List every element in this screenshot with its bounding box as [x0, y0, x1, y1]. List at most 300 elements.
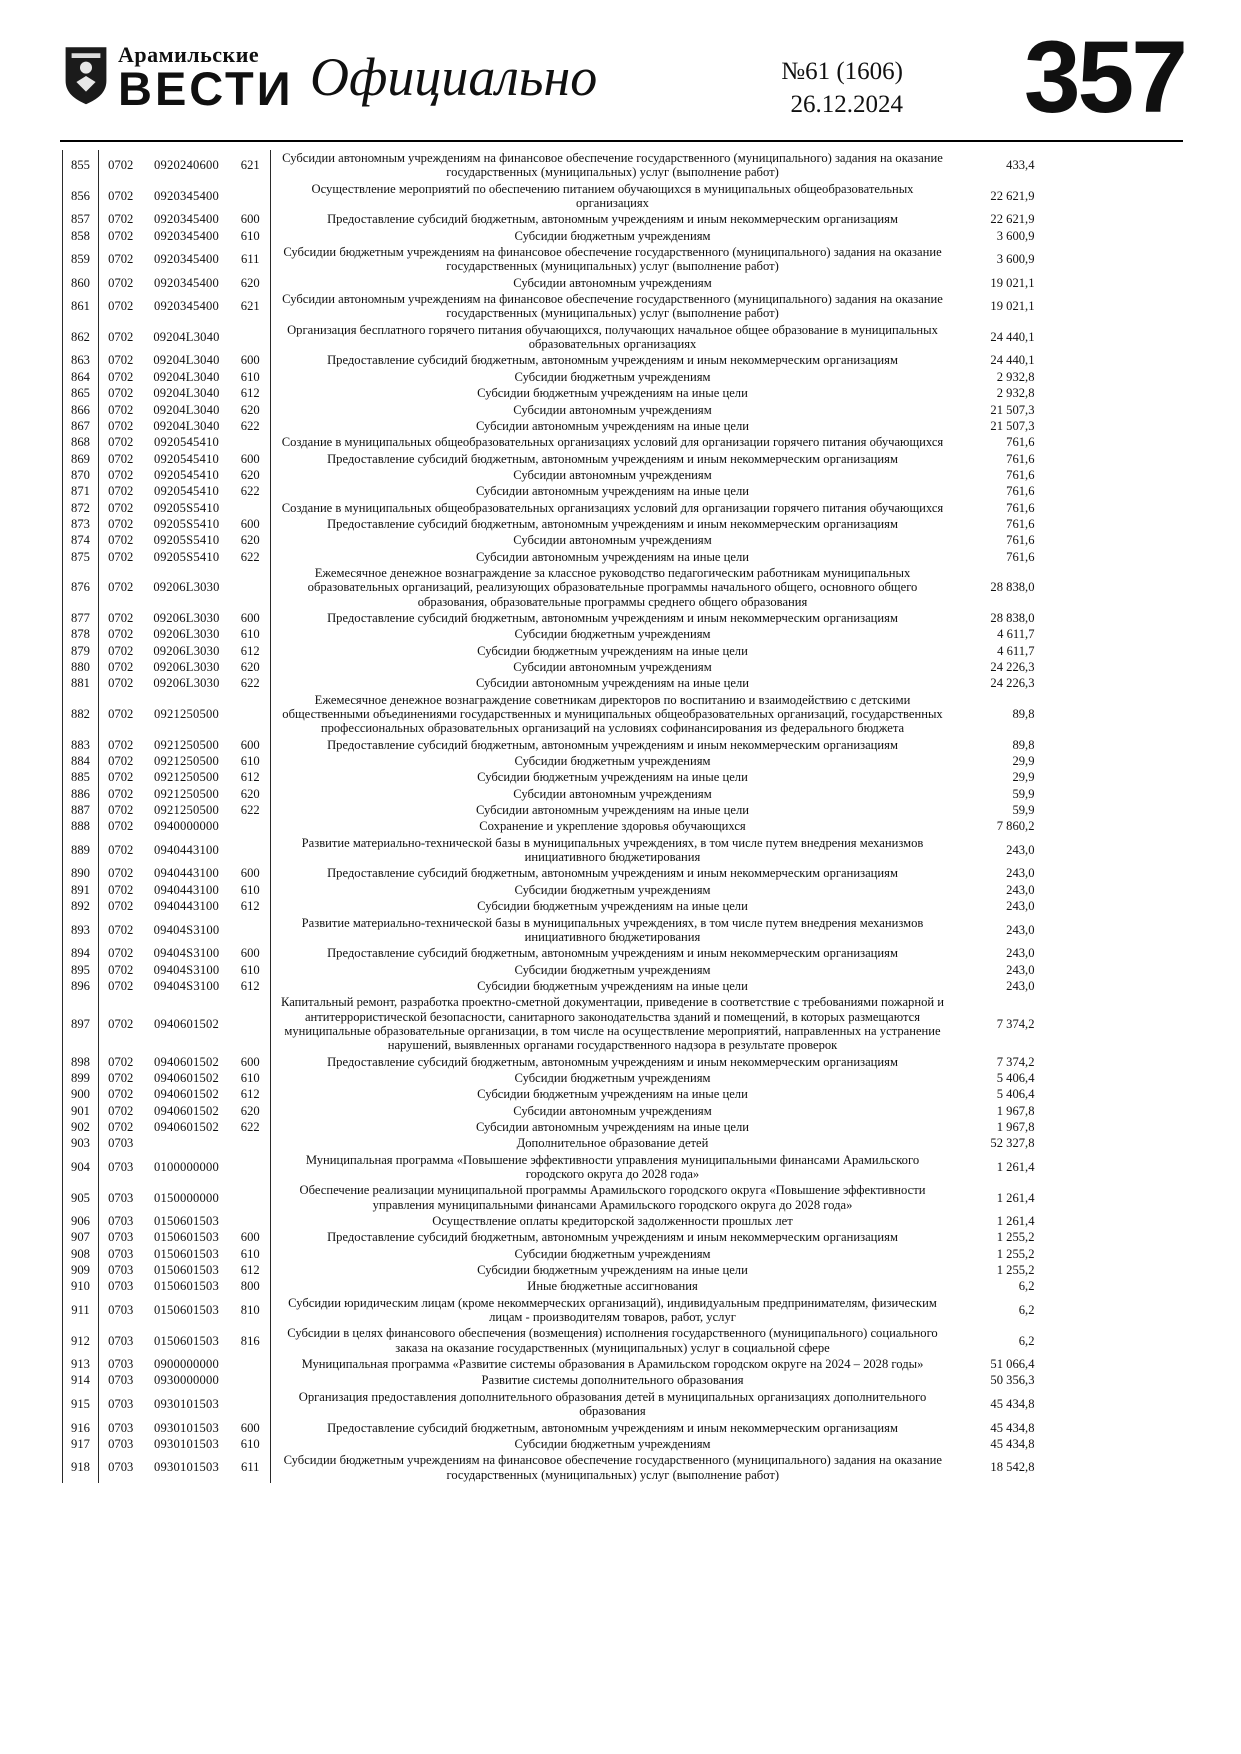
table-row	[63, 882, 1035, 898]
table-row	[63, 753, 1035, 769]
target-article-code: 0920545410	[154, 484, 219, 499]
expense-type-code: 611	[231, 1452, 271, 1483]
amount: 3 600,9	[996, 228, 1035, 243]
header-divider	[60, 140, 1183, 142]
expense-type-code: 622	[231, 802, 271, 818]
target-article-code: 09205S5410	[153, 549, 220, 564]
target-article-code: 09206L3030	[153, 627, 220, 642]
row-number: 888	[63, 818, 99, 834]
chapter-code: 0702	[108, 1119, 134, 1134]
target-article-code: 0921250500	[154, 754, 219, 769]
table-row	[63, 1278, 1035, 1294]
row-number: 860	[63, 275, 99, 291]
target-article-code: 09404S3100	[153, 978, 220, 993]
row-number: 868	[63, 434, 99, 450]
table-row	[63, 915, 1035, 946]
row-number: 885	[63, 769, 99, 785]
table-row	[63, 434, 1035, 450]
table-row	[63, 565, 1035, 610]
amount: 761,6	[1006, 435, 1035, 450]
issue-info	[781, 56, 903, 121]
expense-description: Субсидии бюджетным учреждениям на иные цели	[477, 978, 748, 993]
expense-type-code: 620	[231, 275, 271, 291]
target-article-code: 09204L3040	[153, 402, 220, 417]
amount: 5 406,4	[996, 1070, 1035, 1085]
expense-description: Предоставление субсидий бюджетным, автономным учреждениям и иным некоммерческим организациям	[327, 1054, 898, 1069]
issue-number: №61 (1606)	[781, 58, 903, 85]
table-row	[63, 1103, 1035, 1119]
row-number: 898	[63, 1054, 99, 1070]
target-article-code: 0930101503	[154, 1460, 219, 1475]
chapter-code: 0702	[108, 212, 134, 227]
expense-type-code: 610	[231, 882, 271, 898]
brand-text	[118, 42, 294, 115]
target-article-code: 0920345400	[154, 188, 219, 203]
table-row	[63, 898, 1035, 914]
target-article-code: 0900000000	[154, 1357, 219, 1372]
table-row	[63, 352, 1035, 368]
chapter-code: 0703	[108, 1302, 134, 1317]
expense-description: Предоставление субсидий бюджетным, автономным учреждениям и иным некоммерческим организациям	[327, 212, 898, 227]
chapter-code: 0702	[108, 467, 134, 482]
expense-type-code: 816	[231, 1325, 271, 1356]
row-number: 880	[63, 659, 99, 675]
row-number: 894	[63, 945, 99, 961]
expense-description: Субсидии автономным учреждениям на иные цели	[475, 676, 750, 691]
expense-description: Осуществление оплаты кредиторской задолженности прошлых лет	[432, 1214, 793, 1229]
target-article-code: 0940443100	[154, 882, 219, 897]
amount: 1 255,2	[996, 1246, 1035, 1261]
amount: 21 507,3	[990, 418, 1035, 433]
table-row	[63, 532, 1035, 548]
chapter-code: 0702	[108, 353, 134, 368]
table-row	[63, 610, 1035, 626]
expense-description: Субсидии автономным учреждениям на иные цели	[475, 484, 750, 499]
row-number: 905	[63, 1182, 99, 1213]
chapter-code: 0703	[108, 1333, 134, 1348]
table-row	[63, 769, 1035, 785]
chapter-code: 0703	[108, 1190, 134, 1205]
row-number: 870	[63, 467, 99, 483]
target-article-code: 09204L3040	[153, 369, 220, 384]
target-article-code: 0921250500	[154, 770, 219, 785]
expense-type-code: 610	[231, 228, 271, 244]
chapter-code: 0702	[108, 922, 134, 937]
expense-description: Развитие материально-технической базы в муниципальных учреждениях, в том числе путем внедрения механизмов инициативного бюджетирования	[301, 915, 924, 944]
expense-description: Субсидии бюджетным учреждениям	[514, 882, 711, 897]
chapter-code: 0702	[108, 786, 134, 801]
target-article-code: 0930101503	[154, 1436, 219, 1451]
brand-name-bottom: ВЕСТИ	[118, 62, 294, 115]
amount: 243,0	[1006, 946, 1035, 961]
expense-type-code	[231, 1356, 271, 1372]
table-row	[63, 786, 1035, 802]
target-article-code: 0150601503	[154, 1333, 219, 1348]
amount: 761,6	[1006, 451, 1035, 466]
table-row	[63, 643, 1035, 659]
expense-type-code: 620	[231, 1103, 271, 1119]
target-article-code: 0100000000	[154, 1159, 219, 1174]
amount: 761,6	[1006, 484, 1035, 499]
target-article-code: 09206L3030	[153, 610, 220, 625]
expense-description: Субсидии бюджетным учреждениям	[514, 962, 711, 977]
row-number: 887	[63, 802, 99, 818]
expense-type-code: 600	[231, 211, 271, 227]
table-row	[63, 1436, 1035, 1452]
chapter-code: 0702	[108, 435, 134, 450]
row-number: 917	[63, 1436, 99, 1452]
chapter-code: 0702	[108, 299, 134, 314]
expense-description: Организация бесплатного горячего питания обучающихся, получающих начальное общее образование в муниципальных образовательных организациях	[287, 322, 938, 352]
target-article-code: 09404S3100	[153, 922, 220, 937]
expense-description: Сохранение и укрепление здоровья обучающихся	[479, 819, 746, 834]
row-number: 875	[63, 549, 99, 565]
amount: 433,4	[1006, 158, 1035, 173]
expense-description: Субсидии автономным учреждениям	[513, 275, 712, 290]
table-row	[63, 228, 1035, 244]
table-row	[63, 1262, 1035, 1278]
table-row	[63, 418, 1035, 434]
amount: 89,8	[1012, 737, 1035, 752]
row-number: 897	[63, 994, 99, 1053]
expense-description: Субсидии бюджетным учреждениям	[514, 627, 711, 642]
amount: 24 226,3	[990, 660, 1035, 674]
expense-description: Субсидии бюджетным учреждениям на иные цели	[477, 1263, 748, 1278]
target-article-code: 0150000000	[154, 1190, 219, 1205]
target-article-code: 0920545410	[154, 451, 219, 466]
expense-description: Дополнительное образование детей	[516, 1136, 709, 1151]
chapter-code: 0702	[108, 643, 134, 658]
table-row	[63, 516, 1035, 532]
amount: 2 932,8	[996, 386, 1035, 401]
expense-description: Муниципальная программа «Повышение эффективности управления муниципальными финансами Арамильского городского округа до 2028 года»	[305, 1152, 920, 1181]
amount: 1 255,2	[996, 1263, 1035, 1278]
table-row	[63, 150, 1035, 181]
row-number: 865	[63, 385, 99, 401]
expense-description: Предоставление субсидий бюджетным, автономным учреждениям и иным некоммерческим организациям	[327, 946, 898, 961]
table-row	[63, 1356, 1035, 1372]
row-number: 873	[63, 516, 99, 532]
row-number: 906	[63, 1213, 99, 1229]
chapter-code: 0702	[108, 882, 134, 897]
chapter-code: 0702	[108, 1054, 134, 1069]
target-article-code: 0940601502	[154, 1119, 219, 1134]
amount: 243,0	[1006, 962, 1035, 977]
target-article-code: 09206L3030	[153, 580, 220, 595]
row-number: 893	[63, 915, 99, 946]
table-row	[63, 962, 1035, 978]
row-number: 859	[63, 244, 99, 275]
expense-type-code	[231, 565, 271, 610]
target-article-code: 0150601503	[154, 1263, 219, 1278]
row-number: 877	[63, 610, 99, 626]
expense-type-code: 612	[231, 1086, 271, 1102]
page-number: 357	[1023, 20, 1185, 134]
amount: 7 374,2	[996, 1054, 1035, 1069]
target-article-code: 09205S5410	[153, 516, 220, 531]
chapter-code: 0702	[108, 484, 134, 499]
row-number: 879	[63, 643, 99, 659]
chapter-code: 0702	[108, 188, 134, 203]
chapter-code: 0702	[108, 1016, 134, 1031]
table-row	[63, 500, 1035, 516]
row-number: 883	[63, 737, 99, 753]
expense-type-code	[231, 1372, 271, 1388]
expense-type-code: 612	[231, 1262, 271, 1278]
table-row	[63, 1295, 1035, 1326]
chapter-code: 0703	[108, 1159, 134, 1174]
expense-type-code: 622	[231, 483, 271, 499]
row-number: 904	[63, 1152, 99, 1183]
expense-description: Субсидии автономным учреждениям на иные цели	[475, 549, 750, 564]
table-row	[63, 737, 1035, 753]
chapter-code: 0702	[108, 660, 134, 674]
target-article-code: 0150601503	[154, 1246, 219, 1261]
row-number: 862	[63, 322, 99, 353]
target-article-code: 09404S3100	[153, 962, 220, 977]
chapter-code: 0702	[108, 228, 134, 243]
expense-description: Субсидии автономным учреждениям на финансовое обеспечение государственного (муниципального) задания на оказание государственных (муниципальных) услуг (выполнение работ)	[282, 292, 943, 321]
target-article-code: 0940601502	[154, 1087, 219, 1102]
expense-type-code	[231, 994, 271, 1053]
expense-description: Субсидии бюджетным учреждениям на иные цели	[477, 643, 748, 658]
table-row	[63, 692, 1035, 737]
expense-type-code: 600	[231, 451, 271, 467]
chapter-code: 0702	[108, 610, 134, 625]
expense-description: Субсидии юридическим лицам (кроме некоммерческих организаций), индивидуальным предпринимателям, физическим лицам - производителям товаров, работ, услуг	[288, 1295, 937, 1325]
row-number: 900	[63, 1086, 99, 1102]
expense-description: Субсидии автономным учреждениям на иные цели	[475, 1119, 750, 1134]
target-article-code: 09205S5410	[153, 533, 220, 548]
row-number: 867	[63, 418, 99, 434]
target-article-code: 09204L3040	[153, 329, 220, 344]
expense-description: Предоставление субсидий бюджетным, автономным учреждениям и иным некоммерческим организациям	[327, 610, 898, 625]
amount: 89,8	[1012, 707, 1035, 722]
chapter-code: 0702	[108, 676, 134, 691]
row-number: 895	[63, 962, 99, 978]
table-row	[63, 211, 1035, 227]
budget-table	[62, 150, 1035, 1483]
amount: 24 226,3	[990, 676, 1035, 691]
row-number: 903	[63, 1135, 99, 1151]
chapter-code: 0702	[108, 978, 134, 993]
target-article-code: 0920345400	[154, 299, 219, 314]
amount: 6,2	[1018, 1333, 1035, 1348]
row-number: 892	[63, 898, 99, 914]
amount: 761,6	[1006, 467, 1035, 482]
expense-type-code: 600	[231, 1054, 271, 1070]
chapter-code: 0702	[108, 737, 134, 752]
amount: 22 621,9	[990, 188, 1035, 203]
amount: 45 434,8	[990, 1396, 1035, 1411]
amount: 6,2	[1018, 1302, 1035, 1317]
row-number: 889	[63, 835, 99, 866]
table-row	[63, 978, 1035, 994]
amount: 243,0	[1006, 866, 1035, 881]
expense-description: Развитие системы дополнительного образования	[481, 1373, 744, 1388]
chapter-code: 0702	[108, 402, 134, 417]
expense-description: Субсидии автономным учреждениям на иные цели	[475, 418, 750, 433]
table-row	[63, 1135, 1035, 1151]
target-article-code	[143, 1135, 231, 1151]
chapter-code: 0702	[108, 1087, 134, 1102]
expense-type-code: 622	[231, 418, 271, 434]
chapter-code: 0702	[108, 158, 134, 173]
amount: 7 860,2	[996, 819, 1035, 834]
target-article-code: 09204L3040	[153, 386, 220, 401]
target-article-code: 0921250500	[154, 707, 219, 722]
row-number: 915	[63, 1389, 99, 1420]
expense-description: Предоставление субсидий бюджетным, автономным учреждениям и иным некоммерческим организациям	[327, 866, 898, 881]
target-article-code: 0150601503	[154, 1214, 219, 1229]
expense-description: Предоставление субсидий бюджетным, автономным учреждениям и иным некоммерческим организациям	[327, 516, 898, 531]
table-row	[63, 675, 1035, 691]
expense-type-code: 612	[231, 643, 271, 659]
expense-type-code: 600	[231, 1229, 271, 1245]
expense-type-code: 610	[231, 369, 271, 385]
amount: 4 611,7	[997, 643, 1035, 658]
amount: 45 434,8	[990, 1436, 1035, 1451]
row-number: 869	[63, 451, 99, 467]
chapter-code: 0703	[108, 1460, 134, 1475]
row-number: 864	[63, 369, 99, 385]
expense-description: Субсидии автономным учреждениям на финансовое обеспечение государственного (муниципального) задания на оказание государственных (муниципальных) услуг (выполнение работ)	[282, 151, 943, 180]
expense-type-code: 610	[231, 1246, 271, 1262]
row-number: 881	[63, 675, 99, 691]
table-row	[63, 659, 1035, 675]
row-number: 907	[63, 1229, 99, 1245]
expense-type-code	[231, 500, 271, 516]
chapter-code: 0702	[108, 533, 134, 548]
target-article-code: 0921250500	[154, 737, 219, 752]
amount: 1 967,8	[996, 1119, 1035, 1134]
chapter-code: 0703	[108, 1420, 134, 1435]
target-article-code: 0150601503	[154, 1279, 219, 1294]
chapter-code: 0702	[108, 275, 134, 290]
expense-type-code: 622	[231, 1119, 271, 1135]
expense-description: Развитие материально-технической базы в муниципальных учреждениях, в том числе путем внедрения механизмов инициативного бюджетирования	[301, 835, 924, 865]
target-article-code: 09205S5410	[153, 500, 220, 515]
row-number: 878	[63, 626, 99, 642]
amount: 28 838,0	[990, 580, 1035, 595]
expense-type-code: 620	[231, 402, 271, 418]
row-number: 886	[63, 786, 99, 802]
chapter-code: 0703	[108, 1396, 134, 1411]
expense-description: Субсидии бюджетным учреждениям	[514, 754, 711, 769]
expense-type-code: 610	[231, 753, 271, 769]
amount: 28 838,0	[990, 610, 1035, 625]
target-article-code: 0920345400	[154, 212, 219, 227]
chapter-code: 0702	[108, 866, 134, 881]
target-article-code: 0150601503	[154, 1302, 219, 1317]
expense-type-code	[231, 692, 271, 737]
chapter-code: 0703	[108, 1373, 134, 1388]
table-row	[63, 275, 1035, 291]
expense-type-code: 600	[231, 516, 271, 532]
expense-description: Субсидии автономным учреждениям	[513, 467, 712, 482]
table-row	[63, 451, 1035, 467]
target-article-code: 09206L3030	[153, 643, 220, 658]
target-article-code: 0921250500	[154, 786, 219, 801]
target-article-code: 09206L3030	[153, 676, 220, 691]
expense-type-code: 620	[231, 532, 271, 548]
chapter-code: 0703	[108, 1230, 134, 1245]
target-article-code: 0930000000	[154, 1373, 219, 1388]
row-number: 861	[63, 291, 99, 322]
expense-type-code	[231, 181, 271, 212]
amount: 45 434,8	[990, 1420, 1035, 1435]
expense-type-code	[231, 1135, 271, 1151]
expense-type-code: 810	[231, 1295, 271, 1326]
expense-type-code: 621	[231, 150, 271, 181]
expense-type-code	[231, 818, 271, 834]
table-row	[63, 385, 1035, 401]
expense-type-code: 600	[231, 945, 271, 961]
chapter-code: 0703	[108, 1136, 134, 1151]
table-row	[63, 483, 1035, 499]
amount: 4 611,7	[997, 627, 1035, 642]
table-row	[63, 1420, 1035, 1436]
chapter-code: 0702	[108, 803, 134, 818]
chapter-code: 0702	[108, 329, 134, 344]
expense-type-code: 800	[231, 1278, 271, 1294]
expense-description: Субсидии бюджетным учреждениям	[514, 1436, 711, 1451]
chapter-code: 0703	[108, 1214, 134, 1229]
expense-description: Ежемесячное денежное вознаграждение советникам директоров по воспитанию и взаимодействию с детскими общественными объединениями государственных и муниципальных общеобразовательных организаций, государственных профессиональных образовательных организаций на условиях софинансирования из федерального бюджета	[282, 692, 943, 736]
amount: 1 255,2	[996, 1230, 1035, 1245]
chapter-code: 0702	[108, 451, 134, 466]
row-number: 914	[63, 1372, 99, 1388]
expense-description: Субсидии в целях финансового обеспечения (возмещения) исполнения государственного (муниципального) социального заказа на оказание государственных (муниципальных) услуг в социальной сфере	[287, 1326, 938, 1355]
table-row	[63, 244, 1035, 275]
chapter-code: 0702	[108, 946, 134, 961]
amount: 1 261,4	[996, 1214, 1035, 1229]
row-number: 858	[63, 228, 99, 244]
table-row	[63, 1452, 1035, 1483]
row-number: 909	[63, 1262, 99, 1278]
target-article-code: 09404S3100	[153, 946, 220, 961]
amount: 59,9	[1012, 803, 1035, 818]
expense-description: Субсидии автономным учреждениям	[513, 1103, 712, 1118]
row-number: 902	[63, 1119, 99, 1135]
row-number: 918	[63, 1452, 99, 1483]
expense-description: Субсидии бюджетным учреждениям на финансовое обеспечение государственного (муниципального) задания на оказание государственных (муниципальных) услуг (выполнение работ)	[283, 245, 942, 274]
amount: 52 327,8	[990, 1136, 1035, 1151]
amount: 1 967,8	[996, 1103, 1035, 1118]
expense-description: Субсидии бюджетным учреждениям на иные цели	[477, 770, 748, 785]
table-row	[63, 549, 1035, 565]
expense-type-code	[231, 1152, 271, 1183]
expense-description: Субсидии автономным учреждениям	[513, 786, 712, 801]
target-article-code: 0920545410	[154, 435, 219, 450]
target-article-code: 0940443100	[154, 866, 219, 881]
amount: 7 374,2	[996, 1016, 1035, 1031]
brand-name-top: Арамильские	[118, 42, 260, 67]
chapter-code: 0702	[108, 819, 134, 834]
row-number: 872	[63, 500, 99, 516]
expense-description: Субсидии автономным учреждениям на иные цели	[475, 803, 750, 818]
amount: 24 440,1	[990, 353, 1035, 368]
chapter-code: 0703	[108, 1279, 134, 1294]
row-number: 871	[63, 483, 99, 499]
target-article-code: 0940443100	[154, 842, 219, 857]
amount: 243,0	[1006, 882, 1035, 897]
row-number: 856	[63, 181, 99, 212]
expense-type-code	[231, 434, 271, 450]
section-title: Официально	[310, 47, 598, 107]
chapter-code: 0702	[108, 516, 134, 531]
expense-type-code: 600	[231, 1420, 271, 1436]
